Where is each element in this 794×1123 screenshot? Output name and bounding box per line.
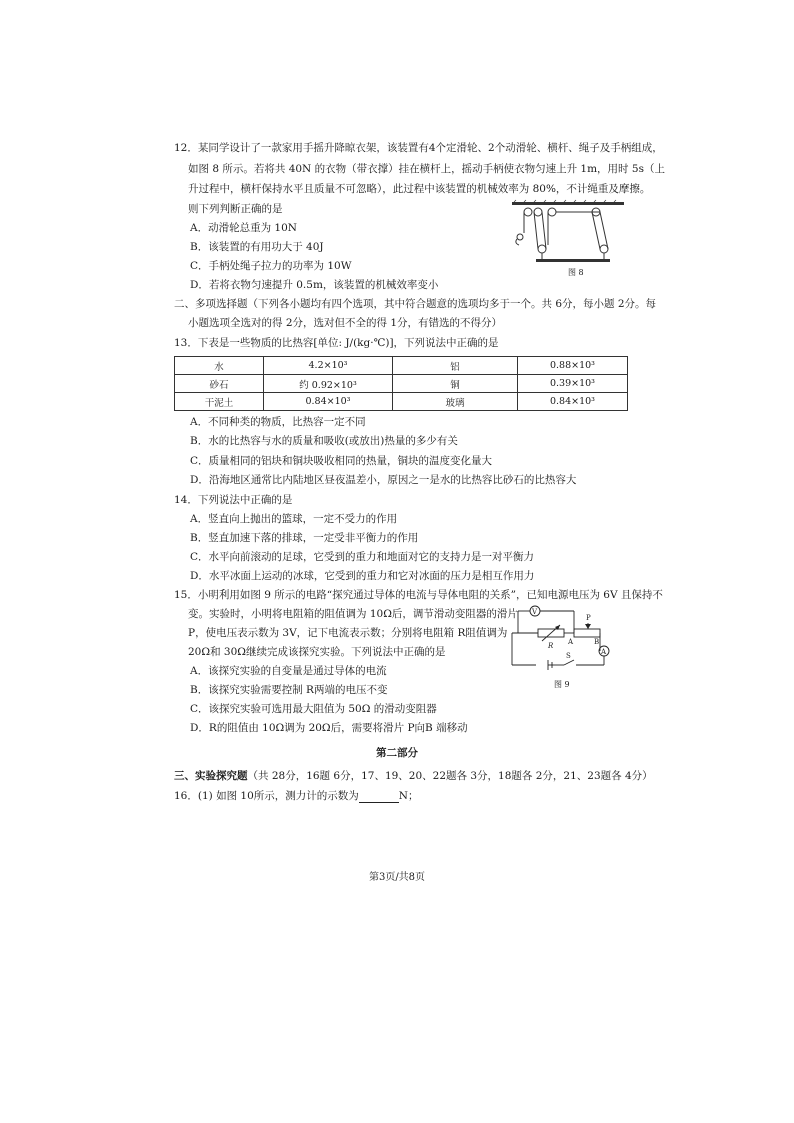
q15-option-b: B．该探究实验需要控制 R两端的电压不变 bbox=[190, 684, 388, 696]
section3-title: 三、实验探究题 bbox=[174, 770, 248, 782]
ammeter-label: A bbox=[601, 648, 607, 656]
q16-suffix: N； bbox=[398, 790, 419, 802]
q15-line3: P，使电压表示数为 3V，记下电流表示数；分别将电阻箱 R阻值调为 bbox=[188, 627, 508, 639]
q14-option-a: A．竖直向上抛出的篮球，一定不受力的作用 bbox=[190, 513, 398, 525]
switch-s-label: S bbox=[566, 652, 571, 660]
q14-option-d: D．水平冰面上运动的冰球，它受到的重力和它对冰面的压力是相互作用力 bbox=[190, 570, 535, 582]
rheostat-a-label: A bbox=[568, 638, 574, 646]
q16-line bbox=[174, 789, 418, 803]
table-cell: 干泥土 bbox=[175, 393, 264, 411]
table-row bbox=[175, 375, 628, 393]
q15-line1: 15．小明利用如图 9 所示的电路“探究通过导体的电流与导体电阻的关系”，已知电源电压为 6V 且保持不 bbox=[174, 589, 663, 601]
figure-9-circuit-diagram bbox=[508, 603, 616, 691]
q12-option-b: B．该装置的有用功大于 40J bbox=[190, 241, 324, 253]
table-cell: 0.88×10³ bbox=[518, 357, 628, 375]
q15-option-d: D．R的阻值由 10Ω调为 20Ω后，需要将滑片 P向B 端移动 bbox=[190, 722, 468, 734]
q13-stem: 13．下表是一些物质的比热容[单位: J/(kg·℃)]，下列说法中正确的是 bbox=[174, 337, 499, 349]
figure-9-label: 图 9 bbox=[554, 680, 570, 689]
q13-option-d: D．沿海地区通常比内陆地区昼夜温差小，原因之一是水的比热容比砂石的比热容大 bbox=[190, 474, 577, 486]
q14-stem: 14．下列说法中正确的是 bbox=[174, 494, 293, 506]
figure-8-pulley-diagram bbox=[508, 199, 628, 279]
q14-option-b: B．竖直加速下落的排球，一定受非平衡力的作用 bbox=[190, 532, 419, 544]
q12-option-a: A．动滑轮总重为 10N bbox=[190, 222, 297, 234]
voltmeter-label: V bbox=[532, 608, 538, 616]
q15-line2: 变。实验时，小明将电阻箱的阻值调为 10Ω后，调节滑动变阻器的滑片 bbox=[188, 608, 518, 620]
q12-option-c: C．手柄处绳子拉力的功率为 10W bbox=[190, 260, 352, 272]
resistor-r-label: R bbox=[548, 642, 554, 650]
q13-option-a: A．不同种类的物质，比热容一定不同 bbox=[190, 416, 366, 428]
q12-line1: 12．某同学设计了一款家用手摇升降晾衣架，该装置有4个定滑轮、2个动滑轮、横杆、绳子及手柄组成， bbox=[174, 142, 663, 154]
q13-option-b: B．水的比热容与水的质量和吸收(或放出)热量的多少有关 bbox=[190, 435, 458, 447]
table-cell: 4.2×10³ bbox=[264, 357, 393, 375]
q16-prefix: 16．(1) 如图 10所示，测力计的示数为 bbox=[174, 790, 359, 802]
slider-p-label: P bbox=[586, 614, 591, 622]
q12-line3: 升过程中，横杆保持水平且质量不可忽略），此过程中该装置的机械效率为 80%，不计绳重及摩擦。 bbox=[188, 183, 651, 195]
table-row bbox=[175, 393, 628, 411]
table-cell: 铝 bbox=[393, 357, 518, 375]
q13-option-c: C．质量相同的铝块和铜块吸收相同的热量，铜块的温度变化量大 bbox=[190, 455, 493, 467]
q16-answer-blank bbox=[359, 791, 399, 803]
figure-8-label: 图 8 bbox=[568, 268, 584, 277]
table-row bbox=[175, 357, 628, 375]
q12-line4: 则下列判断正确的是 bbox=[188, 203, 283, 215]
q14-option-c: C．水平向前滚动的足球，它受到的重力和地面对它的支持力是一对平衡力 bbox=[190, 551, 535, 563]
table-cell: 约 0.92×10³ bbox=[264, 375, 393, 393]
q12-line2: 如图 8 所示。若将共 40N 的衣物（带衣撑）挂在横杆上，摇动手柄使衣物匀速上升 1m，用时 5s（上 bbox=[188, 163, 665, 175]
q15-option-a: A．该探究实验的自变量是通过导体的电流 bbox=[190, 665, 387, 677]
table-cell: 0.84×10³ bbox=[518, 393, 628, 411]
q12-option-d: D．若将衣物匀速提升 0.5m，该装置的机械效率变小 bbox=[190, 279, 439, 291]
specific-heat-table bbox=[174, 356, 628, 411]
section2-line1: 二、多项选择题（下列各小题均有四个选项，其中符合题意的选项均多于一个。共 6分，每小题 2分。每 bbox=[174, 298, 657, 310]
q15-line4: 20Ω和 30Ω继续完成该探究实验。下列说法中正确的是 bbox=[188, 646, 446, 658]
page-footer: 第3页/共8页 bbox=[368, 872, 426, 883]
part2-heading: 第二部分 bbox=[376, 747, 418, 759]
table-cell: 0.39×10³ bbox=[518, 375, 628, 393]
section3-header bbox=[174, 769, 653, 783]
q15-option-c: C．该探究实验可选用最大阻值为 50Ω 的滑动变阻器 bbox=[190, 703, 437, 715]
section3-detail: （共 28分，16题 6分，17、19、20、22题各 3分，18题各 2分，21、23题各 4分） bbox=[247, 770, 653, 782]
table-cell: 0.84×10³ bbox=[264, 393, 393, 411]
table-cell: 玻璃 bbox=[393, 393, 518, 411]
table-cell: 铜 bbox=[393, 375, 518, 393]
section2-line2: 小题选项全选对的得 2分，选对但不全的得 1分，有错选的不得分） bbox=[188, 317, 503, 329]
table-cell: 水 bbox=[175, 357, 264, 375]
rheostat-b-label: B bbox=[594, 638, 600, 646]
table-cell: 砂石 bbox=[175, 375, 264, 393]
